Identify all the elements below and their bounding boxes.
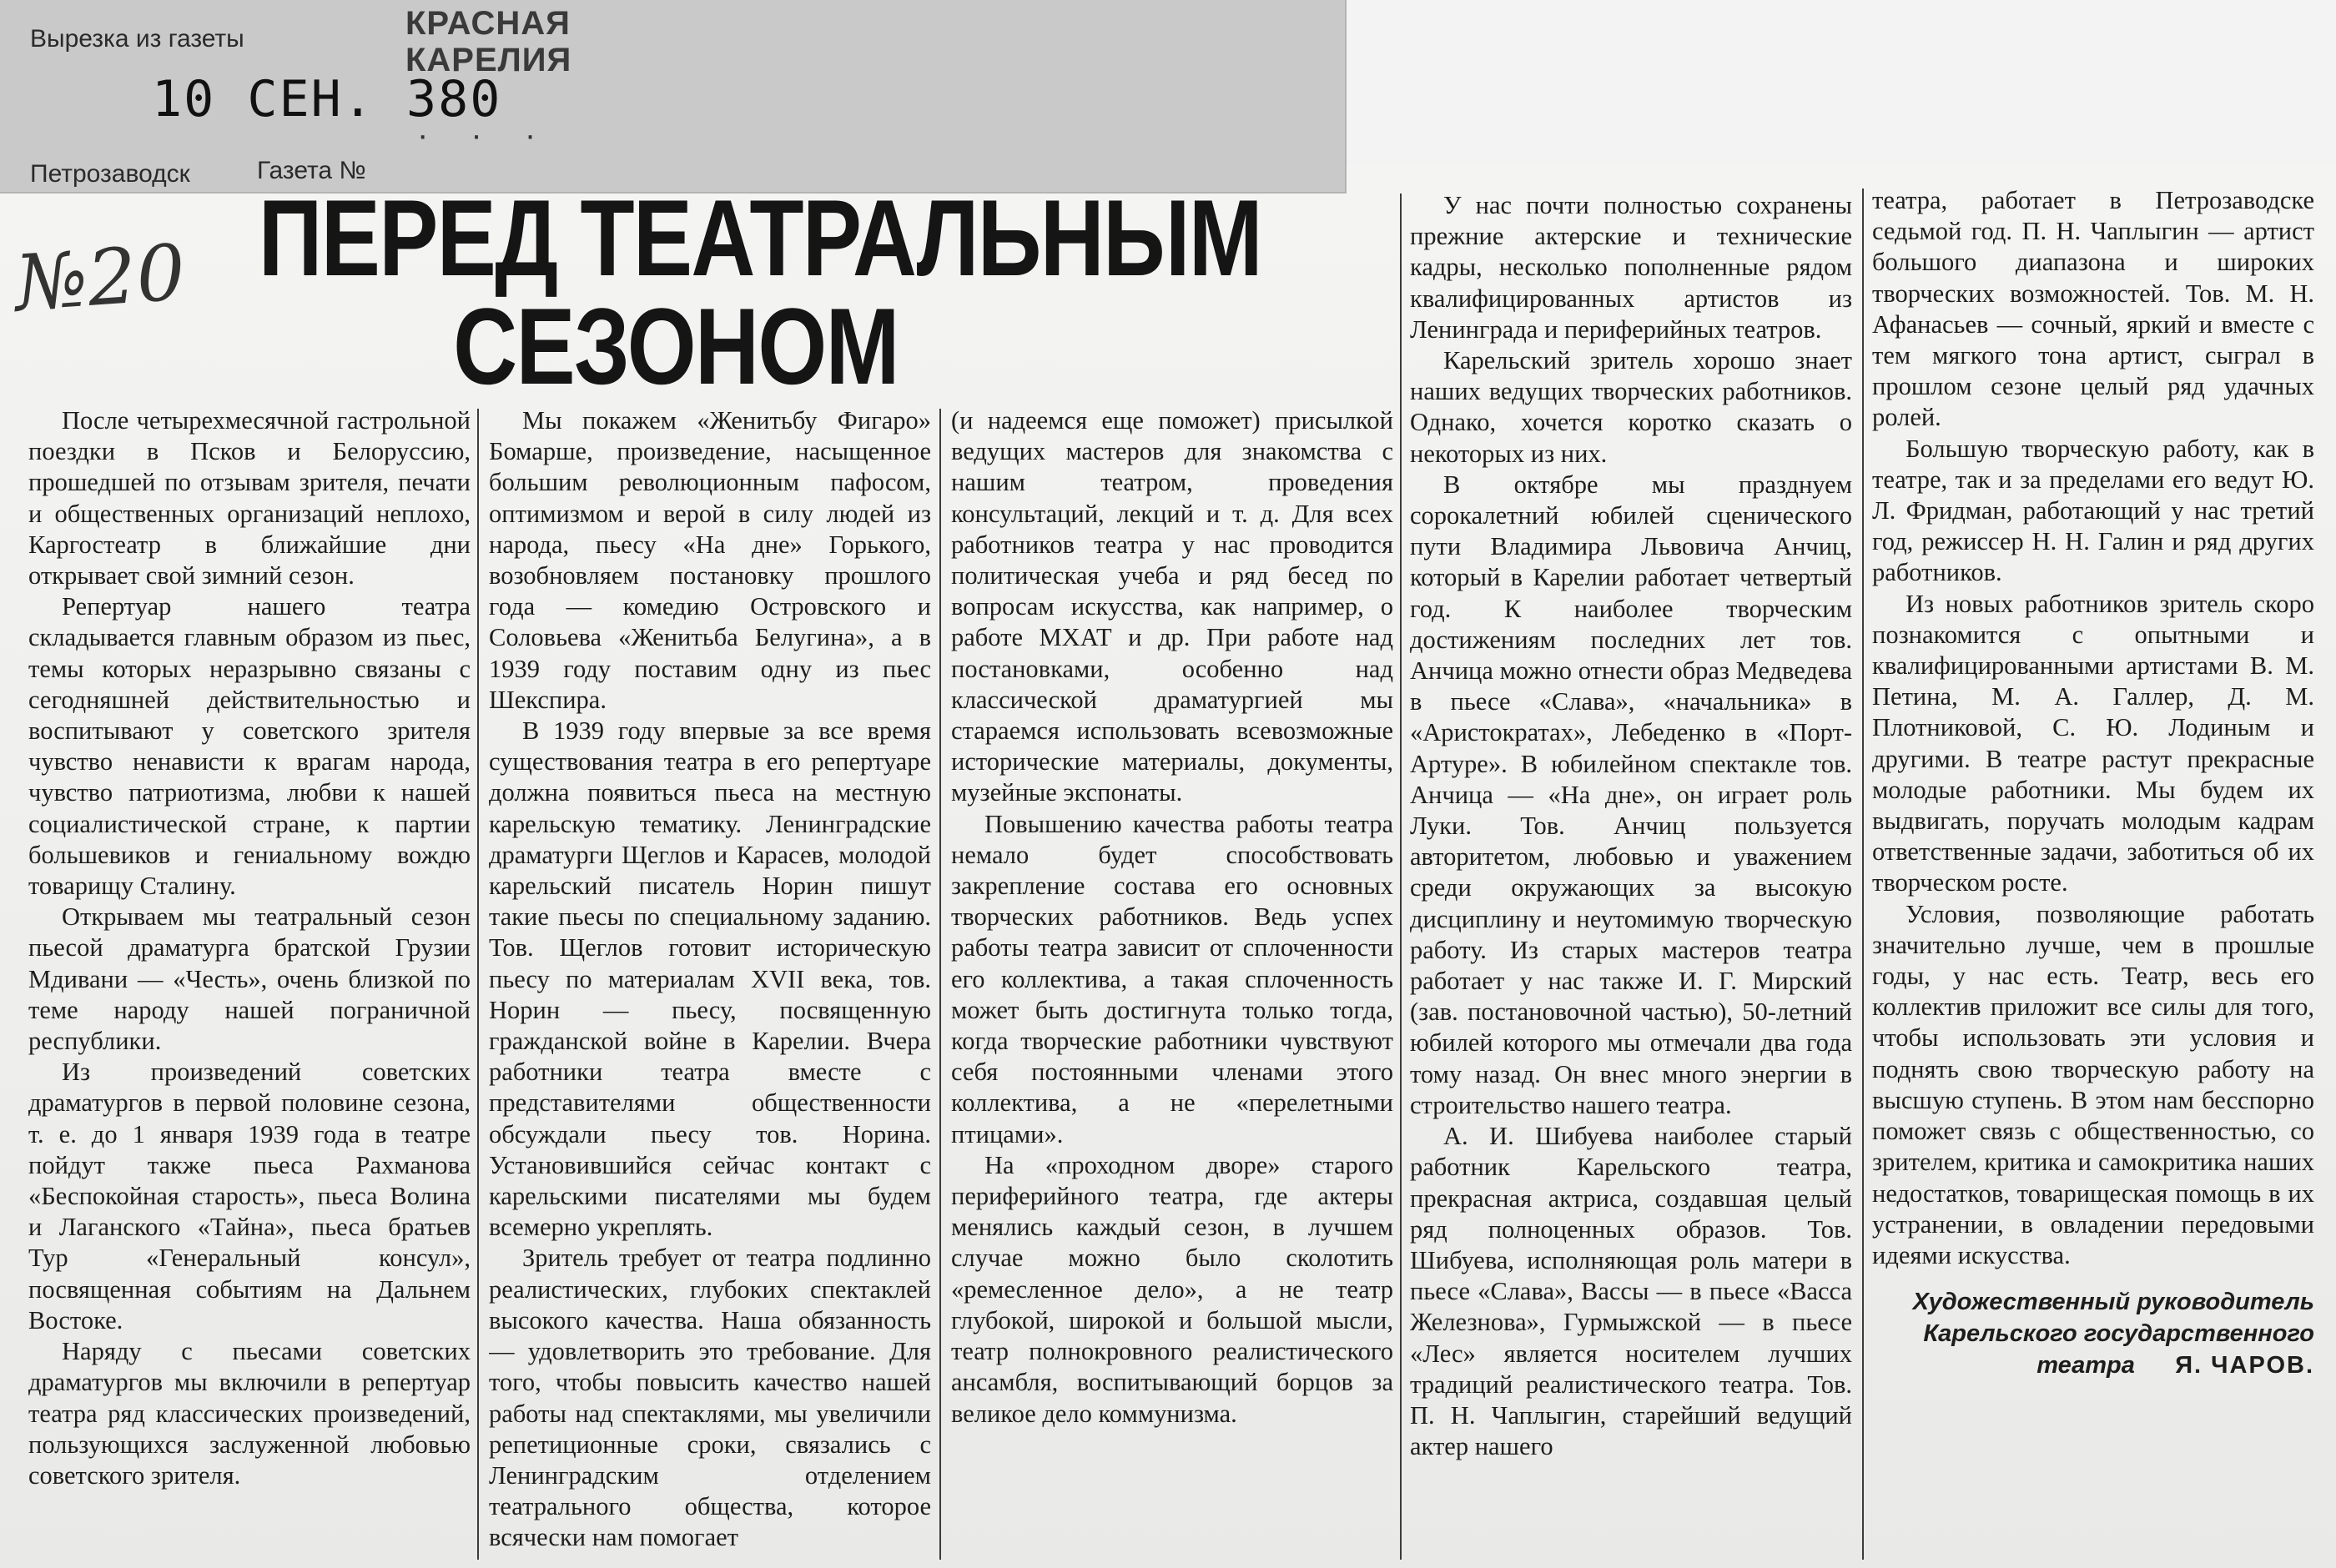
article-column-4	[1410, 190, 1852, 1560]
gazeta-number-label: Газета №	[257, 157, 366, 184]
handwritten-number: №20	[12, 228, 189, 329]
clipping-label	[0, 0, 1347, 193]
paragraph: Из новых работников зритель скоро познакомится с опытными и квалифицированными артистами В. М. Петина, М. А. Галлер, Д. М. Плотниковой, С. Ю. Лодиным и другими. В театре растут прекрасные молодые работники. Мы будем их выдвигать, поручать молодым кадрам ответственные задачи, заботиться об их творческом росте.	[1872, 589, 2314, 897]
signature-title-3-text: театра	[2036, 1352, 2135, 1380]
column-divider	[939, 409, 941, 1560]
date-dotted-line: · · ·	[417, 117, 553, 153]
paragraph: У нас почти полностью сохранены прежние актерские и технические кадры, несколько пополненные рядом квалифицированных артистов из Ленинграда и периферийных театров.	[1410, 191, 1852, 344]
paragraph: Репертуар нашего театра складывается главным образом из пьес, темы которых неразрывно связаны с сегодняшней действительностью и воспитывают у советского зрителя чувство ненависти к врагам народа, чувство патриотизма, любви к нашей социалистической стране, к партии большевиков и гениальному вождю товарищу Сталину.	[28, 592, 471, 901]
city-label: Петрозаводск	[30, 160, 190, 188]
column-divider	[1400, 193, 1402, 1560]
article-column-5	[1872, 185, 2314, 1560]
signature-title-1: Художественный руководитель	[1912, 1289, 2314, 1316]
article-headline	[258, 177, 1261, 407]
paragraph: Карельский зритель хорошо знает наших ведущих творческих работников. Однако, хочется коротко сказать о некоторых из них.	[1410, 346, 1852, 468]
paragraph: (и надеемся еще поможет) присылкой ведущих мастеров для знакомства с нашим театром, проведения консультаций, лекций и т. д. Для всех работников театра у нас проводится политическая учеба и ряд бесед по вопросам искусства, как например, о работе МХАТ и др. При работе над постановками, особенно над классической драматургией мы стараемся использовать всевозможные исторические материалы, документы, музейные экспонаты.	[951, 406, 1393, 807]
signature-title-3	[1872, 1349, 2314, 1381]
paragraph: Зритель требует от театра подлинно реалистических, глубоких спектаклей высокого качества. Наша обязанность — удовлетворить это требование. Для того, чтобы повысить качество нашей работы над спектаклями, мы увеличили репетиционные сроки, связались с Ленинградским отделением театрального общества, которое всячески нам помогает	[489, 1244, 931, 1552]
newspaper-stamp: КРАСНАЯ КАРЕЛИЯ	[405, 5, 572, 78]
article-column-1	[28, 405, 471, 1560]
paragraph: Повышению качества работы театра немало будет способствовать закрепление состава его основных творческих работников. Ведь успех работы театра зависит от сплоченности его коллектива, а такая сплоченность может быть достигнута только тогда, когда творческие работники чувствуют себя постоянными членами этого коллектива, а не «перелетными птицами».	[951, 809, 1393, 1148]
paragraph: Условия, позволяющие работать значительно лучше, чем в прошлые годы, у нас есть. Театр, весь его коллектив приложит все силы для того, чтобы использовать эти условия и поднять свою творческую работу на высшую ступень. В этом нам бесспорно поможет связь с общественностью, со зрителем, критика и самокритика наших недостатков, товарищеская помощь в их устранении, в овладении передовыми идеями искусства.	[1872, 899, 2314, 1269]
paragraph: Большую творческую работу, как в театре, так и за пределами его ведут Ю. Л. Фридман, работающий у нас третий год, режиссер Н. Н. Галин и ряд других работников.	[1872, 434, 2314, 587]
paragraph: А. И. Шибуева наиболее старый работник Карельского театра, прекрасная актриса, создавшая целый ряд полноценных образов. Тов. Шибуева, исполняющая роль матери в пьесе «Слава», Вассы — в пьесе «Васса Железнова», Гурмыжской — в пьесе «Лес» является носителем лучших традиций реалистического театра. Тов. П. Н. Чаплыгин, старейший ведущий актер нашего	[1410, 1122, 1852, 1461]
headline-line-2: СЕЗОНОМ	[453, 285, 899, 407]
clipping-date: 10 СЕН. 380	[152, 70, 502, 128]
headline-line-1: ПЕРЕД ТЕАТРАЛЬНЫМ	[258, 177, 1261, 299]
paragraph: В октябре мы празднуем сорокалетний юбилей сценического пути Владимира Львовича Анчиц, который в Карелии работает четвертый год. К наиболее творческим достижениям последних лет тов. Анчица можно отнести образ Медведева в пьесе «Слава», «начальника» в «Аристократах», Лебеденко в «Порт-Артуре». В юбилейном спектакле тов. Анчица — «На дне», он играет роль Луки. Тов. Анчиц пользуется авторитетом, любовью и уважением среди окружающих за высокую дисциплину и неутомимую творческую работу. Из старых мастеров театра работает у нас также И. Г. Мирский (зав. постановочной частью), 50-летний юбилей которого мы отмечали два года тому назад. Он внес много энергии в строительство нашего театра.	[1410, 470, 1852, 1119]
paragraph: На «проходном дворе» старого периферийного театра, где актеры менялись каждый сезон, в лучшем случае можно было сколотить «ремесленное дело», а не театр глубокой, широкой и большой мысли, театр полнокровного реалистического ансамбля, воспитывающий борцов за великое дело коммунизма.	[951, 1150, 1393, 1428]
clipping-from-label: Вырезка из газеты	[30, 25, 244, 53]
column-divider	[477, 409, 479, 1560]
paragraph: Из произведений советских драматургов в первой половине сезона, т. е. до 1 января 1939 года в театре пойдут также пьеса Рахманова «Беспокойная старость», пьеса Волина и Лаганского «Тайна», пьеса братьев Тур «Генеральный консул», посвященная событиям на Дальнем Востоке.	[28, 1058, 471, 1334]
article-column-2	[489, 405, 931, 1560]
paragraph: Наряду с пьесами советских драматургов мы включили в репертуар театра ряд классических произведений, пользующихся заслуженной любовью советского зрителя.	[28, 1337, 471, 1490]
column-divider	[1862, 188, 1864, 1560]
signature-title-2: Карельского государственного	[1923, 1320, 2314, 1348]
paragraph: В 1939 году впервые за все время существования театра в его репертуаре должна появиться пьеса на местную карельскую тематику. Ленинградские драматурги Щеглов и Карасев, молодой карельский писатель Норин пишут такие пьесы по специальному заданию. Тов. Щеглов готовит историческую пьесу по материалам XVII века, тов. Норин — пьесу, посвященную гражданской войне в Карелии. Вчера работники театра вместе с представителями общественности обсуждали пьесу тов. Норина. Установившийся сейчас контакт с карельскими писателями мы будем всемерно укреплять.	[489, 716, 931, 1242]
paragraph: Мы покажем «Женитьбу Фигаро» Бомарше, произведение, насыщенное большим революционным пафосом, оптимизмом и верой в силу людей из народа, пьесу «На дне» Горького, возобновляем постановку прошлого года — комедию Островского и Соловьева «Женитьба Белугина», а в 1939 году поставим одну из пьес Шекспира.	[489, 406, 931, 714]
paragraph: театра, работает в Петрозаводске седьмой год. П. Н. Чаплыгин — артист большого диапазона и широких творческих возможностей. Тов. М. Н. Афанасьев — сочный, яркий и вместе с тем мягкого тона артист, сыграл в прошлом сезоне целый ряд удачных ролей.	[1872, 186, 2314, 432]
article-column-3	[951, 405, 1393, 1560]
paragraph: Открываем мы театральный сезон пьесой драматурга братской Грузии Мдивани — «Честь», очень близкой по теме народу нашей пограничной республики.	[28, 902, 471, 1056]
author-signature	[1872, 1286, 2314, 1381]
author-name: Я. ЧАРОВ.	[2175, 1352, 2314, 1380]
paragraph: После четырехмесячной гастрольной поездки в Псков и Белоруссию, прошедшей по отзывам зрителя, печати и общественных организаций неплохо, Каргостеатр в ближайшие дни открывает свой зимний сезон.	[28, 406, 471, 591]
